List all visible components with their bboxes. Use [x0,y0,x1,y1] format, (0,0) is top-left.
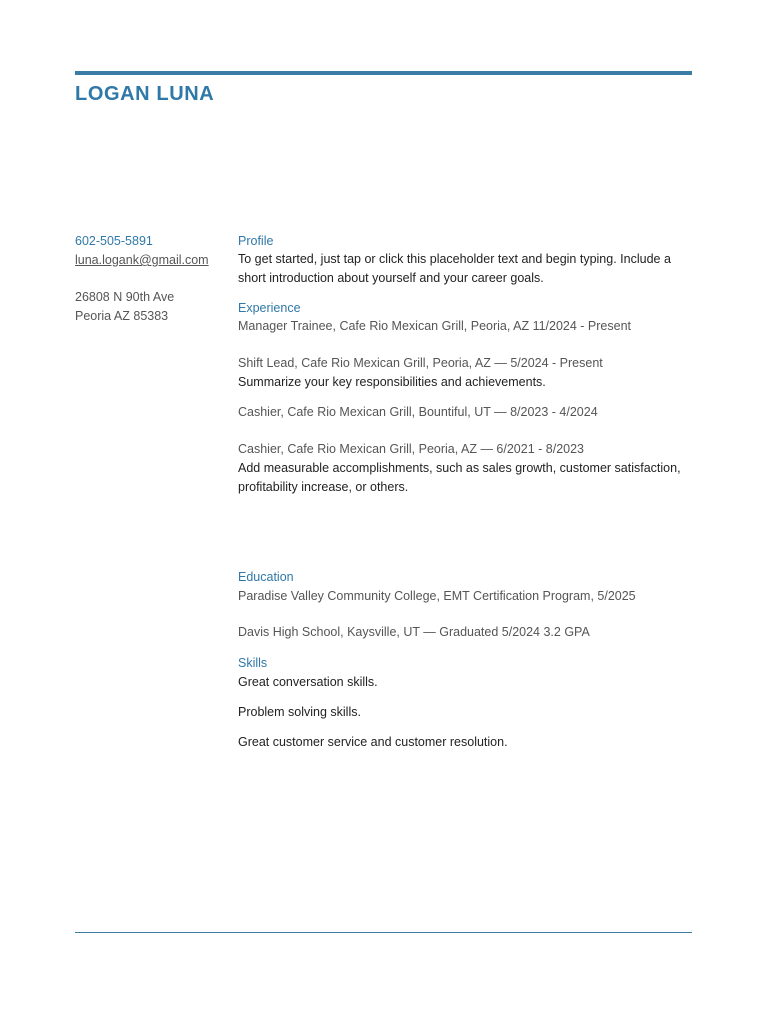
address-block [75,288,225,326]
experience-entry-heading: Cashier, Cafe Rio Mexican Grill, Bountiful, UT — 8/2023 - 4/2024 [238,405,598,419]
experience-entry-description: Add measurable accomplishments, such as sales growth, customer satisfaction, profitability increase, or others. [238,461,681,494]
bottom-accent-rule [75,932,692,933]
experience-entry-description: Summarize your key responsibilities and achievements. [238,375,546,389]
experience-entry-heading: Cashier, Cafe Rio Mexican Grill, Peoria, AZ — 6/2021 - 8/2023 [238,442,584,456]
phone-number[interactable]: 602-505-5891 [75,234,153,248]
profile-heading: Profile [238,234,274,248]
address-line-1: 26808 N 90th Ave [75,290,175,304]
skill-item: Great customer service and customer resolution. [238,735,508,749]
profile-text: To get started, just tap or click this placeholder text and begin typing. Include a short introduction about yourself and your career goals. [238,252,671,285]
email-link[interactable]: luna.logank@gmail.com [75,253,209,267]
top-accent-rule [75,71,692,75]
education-entry: Davis High School, Kaysville, UT — Graduated 5/2024 3.2 GPA [238,625,590,639]
contact-column [75,232,225,326]
resume-name: LOGAN LUNA [75,83,215,105]
education-entry: Paradise Valley Community College, EMT Certification Program, 5/2025 [238,589,636,603]
experience-entry-heading: Shift Lead, Cafe Rio Mexican Grill, Peoria, AZ — 5/2024 - Present [238,356,603,370]
experience-entry-heading: Manager Trainee, Cafe Rio Mexican Grill, Peoria, AZ 11/2024 - Present [238,319,632,333]
skill-item: Problem solving skills. [238,705,361,719]
address-line-2: Peoria AZ 85383 [75,309,169,323]
education-heading: Education [238,570,294,584]
experience-heading: Experience [238,301,301,315]
skill-item: Great conversation skills. [238,675,378,689]
skills-heading: Skills [238,656,268,670]
